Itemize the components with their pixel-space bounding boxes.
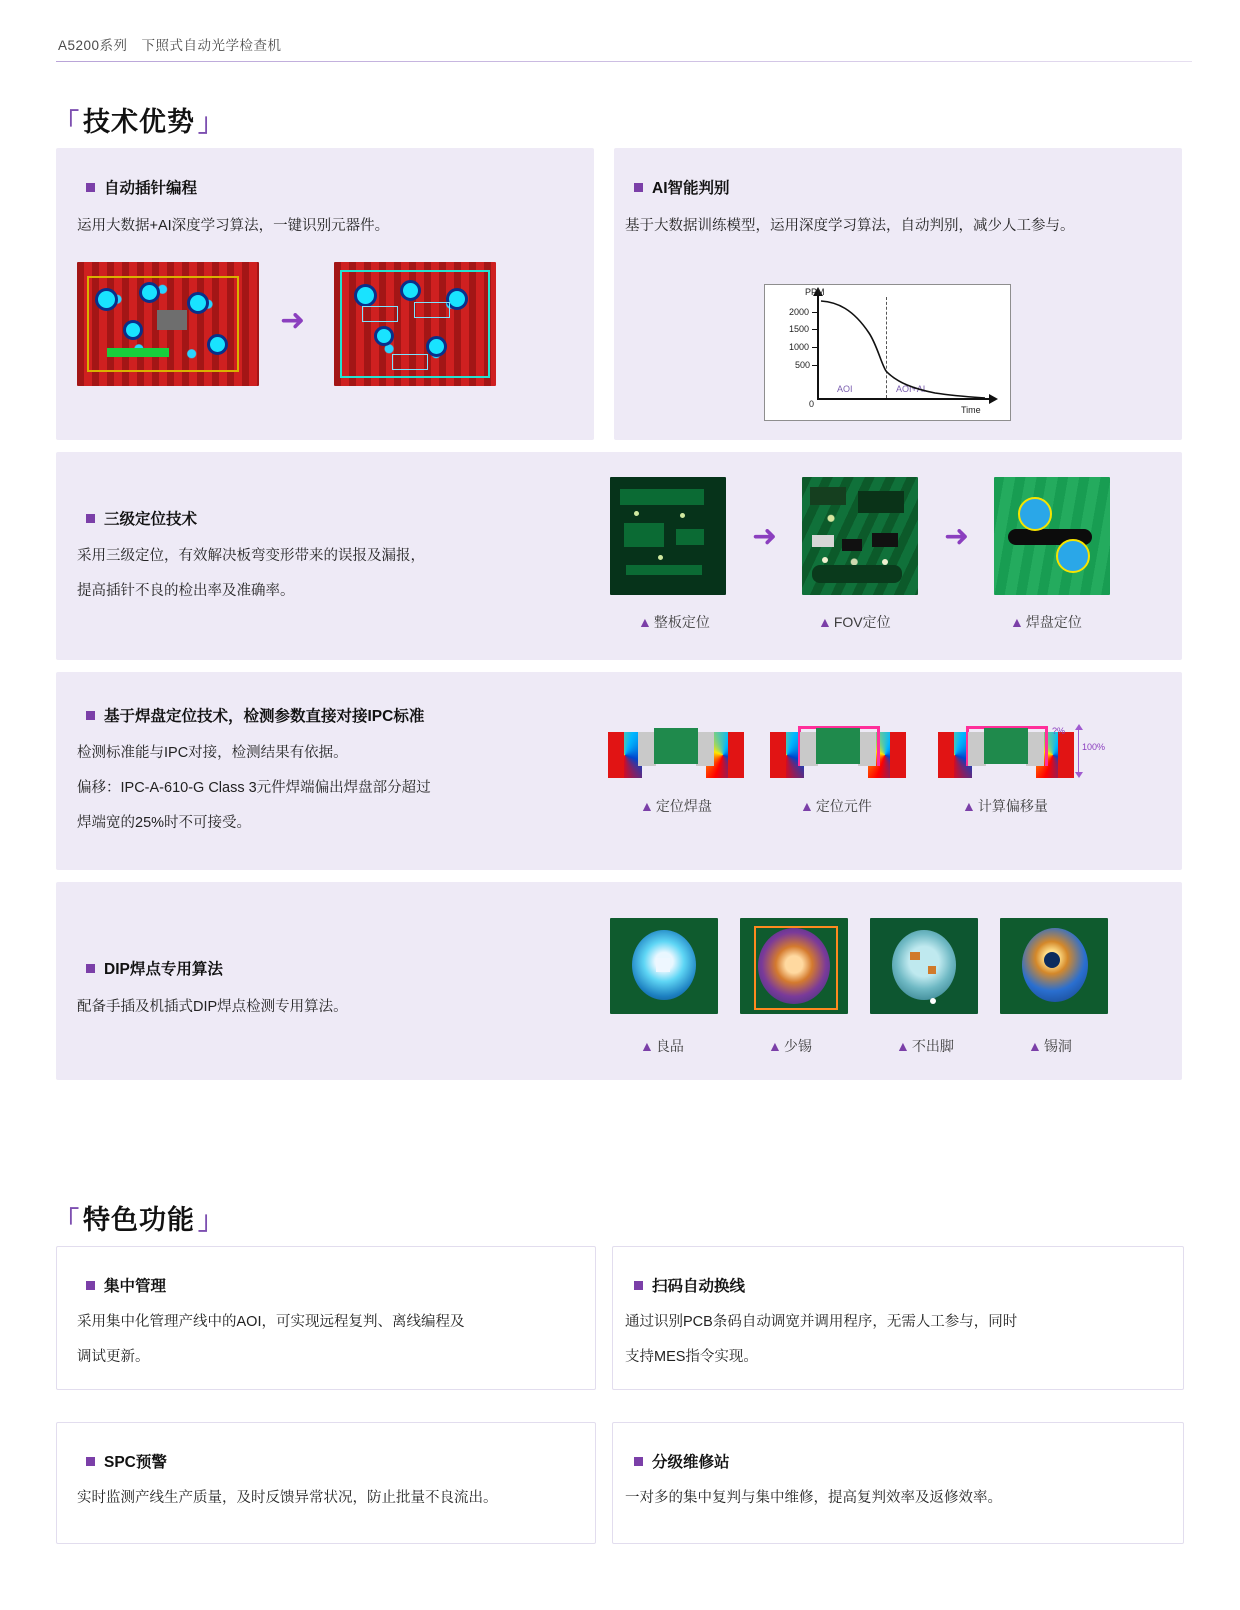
feature1-title bbox=[86, 1274, 166, 1296]
feature3-title bbox=[86, 1450, 167, 1472]
square-bullet-icon bbox=[86, 964, 95, 973]
caption-insufficient-text: 少锡 bbox=[783, 1038, 812, 1054]
arrow-right-icon: ➜ bbox=[752, 520, 778, 553]
card2-body: 基于大数据训练模型，运用深度学习算法，自动判别，减少人工参与。 bbox=[625, 218, 1075, 234]
card4-body-line1: 检测标准能与IPC对接，检测结果有依据。 bbox=[77, 745, 348, 761]
pcb-whole-board-image bbox=[610, 477, 726, 595]
caption-locate-pad-text: 定位焊盘 bbox=[655, 798, 712, 814]
feature1-body-line2: 调试更新。 bbox=[77, 1349, 150, 1365]
caption-offset-calc-text: 计算偏移量 bbox=[977, 798, 1048, 814]
caption-good-text: 良品 bbox=[655, 1038, 684, 1054]
chart-ytick-1: 1500 bbox=[789, 324, 810, 334]
triangle-up-icon: ▲ bbox=[640, 798, 654, 814]
caption-fov-text: FOV定位 bbox=[833, 614, 891, 630]
card3-body-line1: 采用三级定位，有效解决板弯变形带来的误报及漏报， bbox=[77, 548, 425, 564]
card4-title-text: 基于焊盘定位技术，检测参数直接对接IPC标准 bbox=[104, 708, 425, 725]
feature2-body-line1: 通过识别PCB条码自动调宽并调用程序，无需人工参与，同时 bbox=[625, 1314, 1018, 1330]
chart-ytick-0: 2000 bbox=[789, 307, 810, 317]
card2-title bbox=[634, 176, 730, 198]
caption-good bbox=[640, 1036, 684, 1056]
feature4-title-text: 分级维修站 bbox=[652, 1454, 730, 1471]
caption-whole-board-text: 整板定位 bbox=[653, 614, 710, 630]
triangle-up-icon: ▲ bbox=[768, 1038, 782, 1054]
caption-whole-board bbox=[638, 612, 710, 632]
caption-no-pin-text: 不出脚 bbox=[911, 1038, 954, 1054]
ppm-trend-chart bbox=[764, 284, 1011, 421]
section-title-features bbox=[54, 1198, 224, 1237]
square-bullet-icon bbox=[86, 711, 95, 720]
dip-image-no-pin bbox=[870, 918, 978, 1014]
caption-locate-component bbox=[800, 796, 872, 816]
section-title-features-text: 特色功能 bbox=[83, 1205, 196, 1235]
feature3-body-line1: 实时监测产线生产质量，及时反馈异常状况，防止批量不良流出。 bbox=[77, 1490, 498, 1506]
card1-title-text: 自动插针编程 bbox=[104, 180, 198, 197]
card5-body: 配备手插及机插式DIP焊点检测专用算法。 bbox=[77, 999, 348, 1015]
square-bullet-icon bbox=[634, 1281, 643, 1290]
pcb-image-before bbox=[77, 262, 259, 386]
header-divider bbox=[56, 61, 1192, 62]
triangle-up-icon: ▲ bbox=[1028, 1038, 1042, 1054]
header-model: A5200系列 bbox=[58, 38, 128, 53]
feature2-body-line2: 支持MES指令实现。 bbox=[625, 1349, 758, 1365]
feature4-body-line1: 一对多的集中复判与集中维修，提高复判效率及返修效率。 bbox=[625, 1490, 1002, 1506]
dip-image-good bbox=[610, 918, 718, 1014]
caption-locate-pad bbox=[640, 796, 712, 816]
feature2-title-text: 扫码自动换线 bbox=[652, 1278, 746, 1295]
chart-line-series bbox=[765, 285, 1010, 420]
card1-body: 运用大数据+AI深度学习算法，一键识别元器件。 bbox=[77, 218, 390, 234]
card4-body-line3: 焊端宽的25%时不可接受。 bbox=[77, 815, 252, 831]
section-title-advantages bbox=[54, 100, 224, 139]
chart-ylabel: PPM bbox=[805, 287, 825, 297]
feature2-title bbox=[634, 1274, 745, 1296]
card3-title bbox=[86, 507, 197, 529]
chart-ytick-3: 500 bbox=[795, 360, 811, 370]
bracket-right: 」 bbox=[198, 109, 225, 137]
card3-body-line2: 提高插针不良的检出率及准确率。 bbox=[77, 583, 295, 599]
section-title-advantages-text: 技术优势 bbox=[83, 107, 196, 137]
triangle-up-icon: ▲ bbox=[800, 798, 814, 814]
caption-void bbox=[1028, 1036, 1072, 1056]
card2-title-text: AI智能判别 bbox=[652, 180, 730, 197]
card1-title bbox=[86, 176, 197, 198]
card3-title-text: 三级定位技术 bbox=[104, 511, 198, 528]
card5-title-text: DIP焊点专用算法 bbox=[104, 961, 223, 978]
square-bullet-icon bbox=[86, 514, 95, 523]
triangle-up-icon: ▲ bbox=[818, 614, 832, 630]
chart-ytick-4: 0 bbox=[809, 399, 815, 409]
ipc-label-percent-q: ?% bbox=[1052, 726, 1066, 736]
square-bullet-icon bbox=[634, 183, 643, 192]
pcb-fov-image bbox=[802, 477, 918, 595]
caption-locate-component-text: 定位元件 bbox=[815, 798, 872, 814]
arrow-right-icon: ➜ bbox=[280, 304, 306, 337]
feature4-title bbox=[634, 1450, 730, 1472]
ipc-graphic-offset-calc bbox=[938, 728, 1108, 782]
card5-title bbox=[86, 957, 223, 979]
header-subtitle: 下照式自动光学检查机 bbox=[141, 38, 282, 53]
chart-xlabel-aoi-ai: AOI+AI bbox=[896, 384, 926, 394]
card4-body-line2: 偏移：IPC-A-610-G Class 3元件焊端偏出焊盘部分超过 bbox=[77, 780, 431, 796]
header-title bbox=[58, 34, 282, 54]
caption-no-pin bbox=[896, 1036, 954, 1056]
caption-fov bbox=[818, 612, 891, 632]
caption-void-text: 锡洞 bbox=[1043, 1038, 1072, 1054]
dip-image-solder-void bbox=[1000, 918, 1108, 1014]
ipc-label-percent-100: 100% bbox=[1082, 742, 1106, 752]
dip-image-insufficient-solder bbox=[740, 918, 848, 1014]
caption-pad bbox=[1010, 612, 1082, 632]
triangle-up-icon: ▲ bbox=[896, 1038, 910, 1054]
feature1-body-line1: 采用集中化管理产线中的AOI，可实现远程复判、离线编程及 bbox=[77, 1314, 465, 1330]
arrow-right-icon: ➜ bbox=[944, 520, 970, 553]
feature1-title-text: 集中管理 bbox=[104, 1278, 167, 1295]
ipc-graphic-locate-component bbox=[770, 728, 906, 782]
caption-pad-text: 焊盘定位 bbox=[1025, 614, 1082, 630]
chart-xlabel-aoi: AOI bbox=[837, 384, 853, 394]
pcb-pad-image bbox=[994, 477, 1110, 595]
triangle-up-icon: ▲ bbox=[962, 798, 976, 814]
ipc-graphic-locate-pad bbox=[608, 728, 744, 782]
page-header bbox=[0, 28, 1240, 62]
bracket-left: 「 bbox=[54, 109, 81, 137]
chart-ytick-2: 1000 bbox=[789, 342, 810, 352]
caption-offset-calc bbox=[962, 796, 1048, 816]
pcb-image-after bbox=[334, 262, 496, 386]
triangle-up-icon: ▲ bbox=[1010, 614, 1024, 630]
triangle-up-icon: ▲ bbox=[640, 1038, 654, 1054]
square-bullet-icon bbox=[86, 1457, 95, 1466]
bracket-right: 」 bbox=[198, 1207, 225, 1235]
square-bullet-icon bbox=[634, 1457, 643, 1466]
card4-title bbox=[86, 704, 424, 726]
feature3-title-text: SPC预警 bbox=[104, 1454, 167, 1471]
triangle-up-icon: ▲ bbox=[638, 614, 652, 630]
square-bullet-icon bbox=[86, 1281, 95, 1290]
chart-xlabel: Time bbox=[961, 405, 981, 415]
caption-insufficient bbox=[768, 1036, 812, 1056]
square-bullet-icon bbox=[86, 183, 95, 192]
bracket-left: 「 bbox=[54, 1207, 81, 1235]
